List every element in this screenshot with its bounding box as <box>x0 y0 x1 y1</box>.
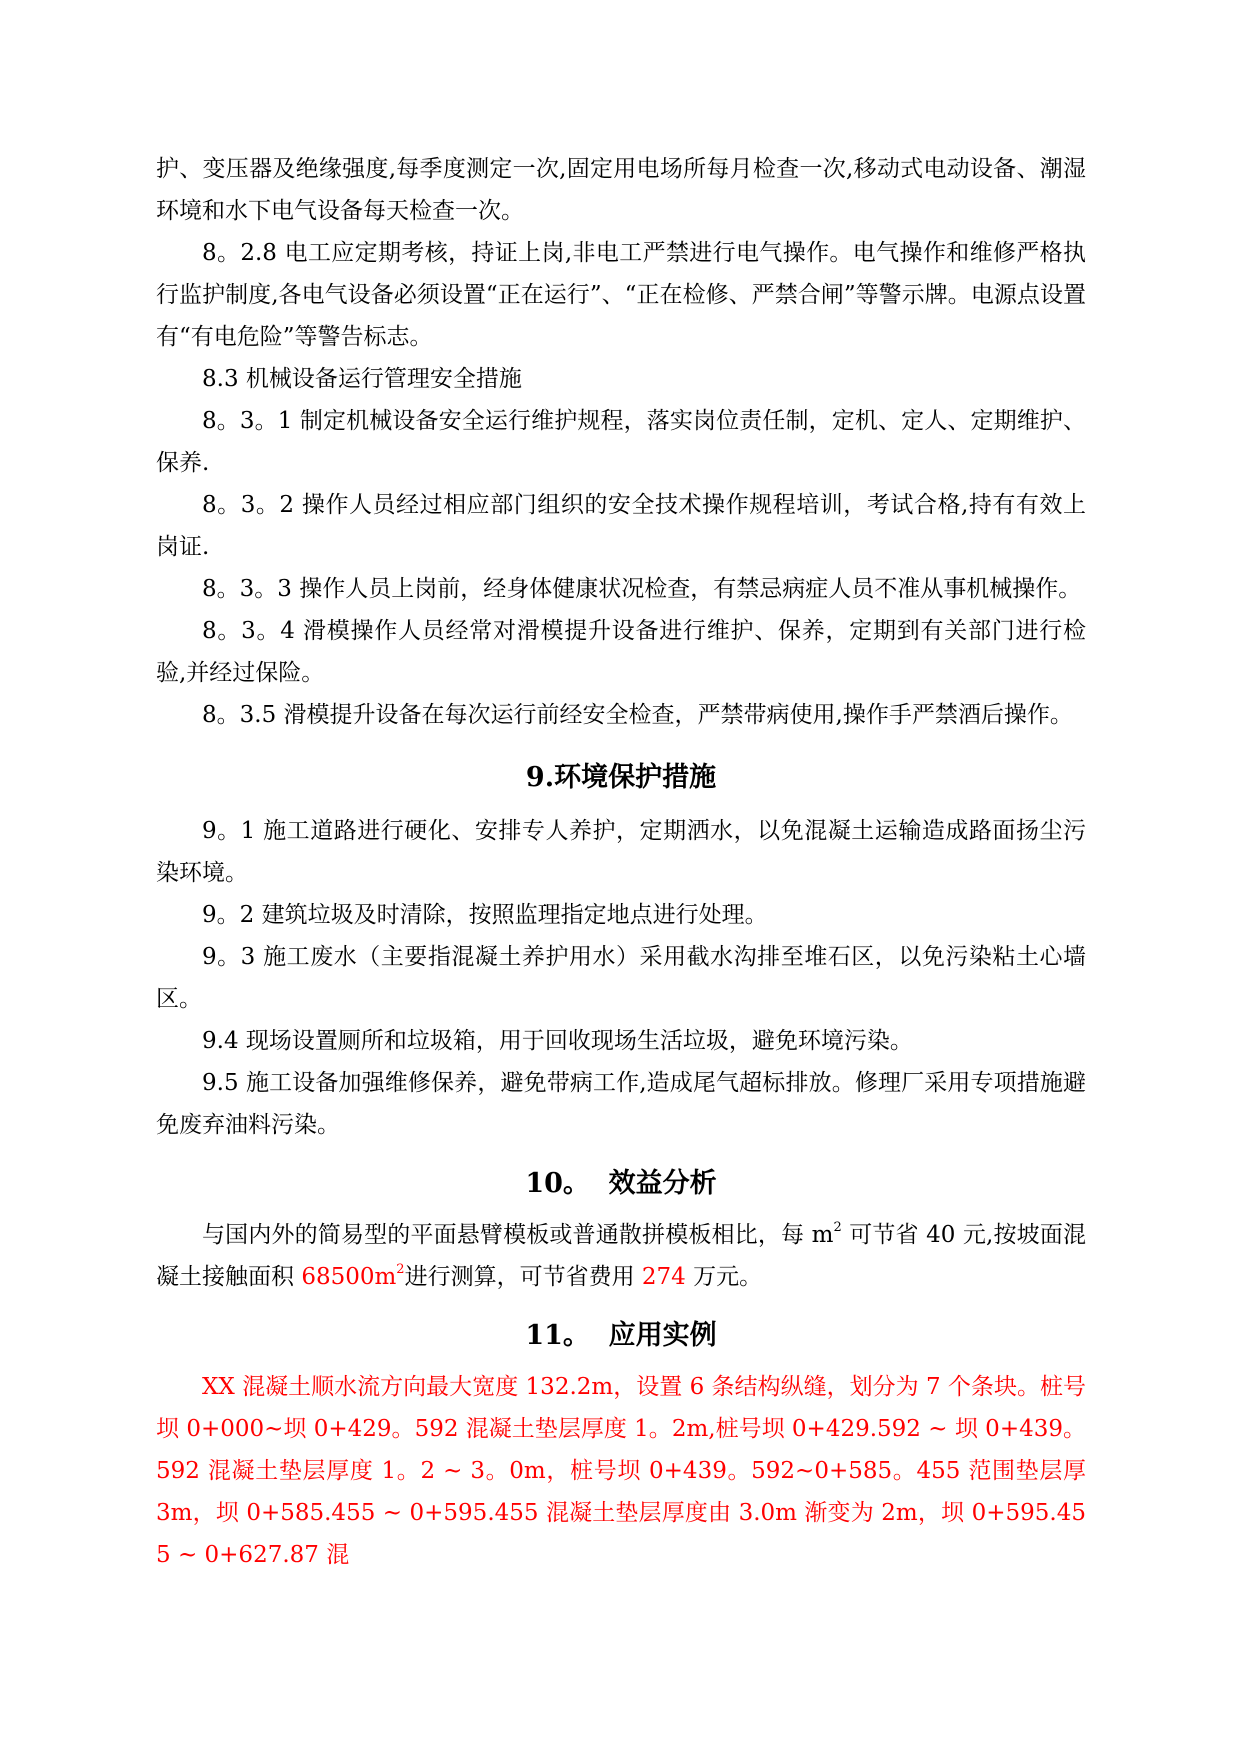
paragraph-9-3: 9。3 施工废水（主要指混凝土养护用水）采用截水沟排至堆石区，以免污染粘土心墙区。 <box>156 944 1086 1012</box>
benefit-text-2: 可节省 40 元,按坡面混凝土接触面积 <box>156 1222 1087 1290</box>
paragraph-9-1: 9。1 施工道路进行硬化、安排专人养护，定期洒水，以免混凝土运输造成路面扬尘污染环境。 <box>156 818 1086 886</box>
paragraph-10 <box>156 1214 1086 1298</box>
paragraph-8-3-4: 8。3。4 滑模操作人员经常对滑模提升设备进行维护、保养，定期到有关部门进行检验,并经过保险。 <box>156 618 1086 686</box>
benefit-text-1: 与国内外的简易型的平面悬臂模板或普通散拼模板相比，每 m <box>202 1222 834 1248</box>
paragraph-9-4: 9.4 现场设置厕所和垃圾箱，用于回收现场生活垃圾，避免环境污染。 <box>202 1028 913 1054</box>
paragraph-8-2-8: 8。2.8 电工应定期考核，持证上岗,非电工严禁进行电气操作。电气操作和维修严格执行监护制度,各电气设备必须设置“正在运行”、“正在检修、严禁合闸”等警示牌。电源点设置有“有电危险”等警告标志。 <box>156 240 1086 350</box>
benefit-text-4: 万元。 <box>685 1264 763 1290</box>
paragraph-9-2: 9。2 建筑垃圾及时清除，按照监理指定地点进行处理。 <box>202 902 768 928</box>
paragraph-8-3-5: 8。3.5 滑模提升设备在每次运行前经安全检查，严禁带病使用,操作手严禁酒后操作。 <box>202 702 1073 728</box>
subheading-8-3: 8.3 机械设备运行管理安全措施 <box>202 366 522 392</box>
paragraph-1: 护、变压器及绝缘强度,每季度测定一次,固定用电场所每月检查一次,移动式电动设备、潮湿环境和水下电气设备每天检查一次。 <box>156 156 1086 224</box>
cost-value: 274 <box>641 1264 686 1290</box>
paragraph-11: XX 混凝土顺水流方向最大宽度 132.2m，设置 6 条结构纵缝，划分为 7 个条块。桩号坝 0+000~坝 0+429。592 混凝土垫层厚度 1。2m,桩号坝 0+429.592 ~ 坝 0+439。592 混凝土垫层厚度 1。2 ~ 3。0m，桩号坝 0+439。592~0+585。455 范围垫层厚 3m，坝 0+585.455 ~ 0+595.455 混凝土垫层厚度由 3.0m 渐变为 2m，坝 0+595.455 ~ 0+627.87 混 <box>156 1374 1086 1568</box>
paragraph-8-3-1: 8。3。1 制定机械设备安全运行维护规程，落实岗位责任制，定机、定人、定期维护、保养. <box>156 408 1086 476</box>
area-value: 68500m <box>301 1264 397 1290</box>
paragraph-8-3-2: 8。3。2 操作人员经过相应部门组织的安全技术操作规程培训，考试合格,持有有效上岗证. <box>156 492 1086 560</box>
paragraph-8-3-3: 8。3。3 操作人员上岗前，经身体健康状况检查，有禁忌病症人员不准从事机械操作。 <box>202 576 1082 602</box>
benefit-text-3: 进行测算，可节省费用 <box>404 1264 642 1290</box>
unit-superscript: 2 <box>833 1220 842 1236</box>
section-heading-11: 11。 应用实例 <box>525 1320 717 1351</box>
paragraph-9-5: 9.5 施工设备加强维修保养，避免带病工作,造成尾气超标排放。修理厂采用专项措施避免废弃油料污染。 <box>156 1070 1086 1138</box>
section-heading-10: 10。 效益分析 <box>525 1168 717 1199</box>
document-page <box>156 148 1086 1576</box>
area-unit-superscript: 2 <box>396 1262 405 1278</box>
section-heading-9: 9.环境保护措施 <box>525 762 717 793</box>
